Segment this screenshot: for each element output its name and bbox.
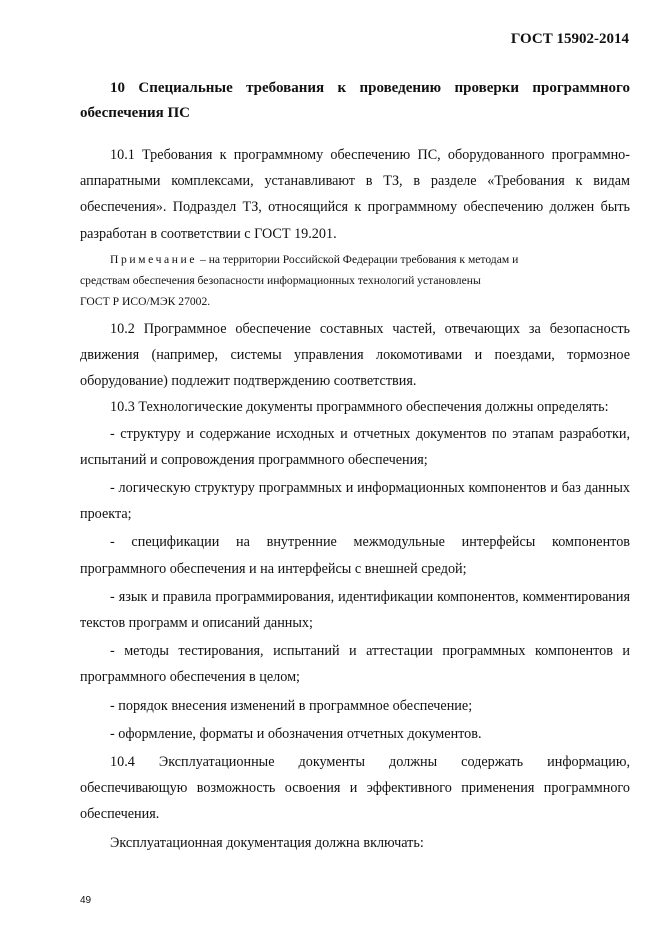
- standard-code-header: ГОСТ 15902-2014: [510, 31, 629, 47]
- list-item: - оформление, форматы и обозначения отчетных документов.: [110, 725, 482, 742]
- note-line-2: средствам обеспечения безопасности информационных технологий установлены: [80, 273, 481, 287]
- paragraph-10-2: 10.2 Программное обеспечение составных частей, отвечающих за безопасность движения (например, системы управления локомотивами и поездами, тормозное оборудование) подлежит подтверждению соответствия.: [80, 320, 630, 390]
- note-line-1-text: – на территории Российской Федерации требования к методам и: [197, 252, 519, 266]
- note-line-3: ГОСТ Р ИСО/МЭК 27002.: [80, 294, 211, 308]
- list-item: - структуру и содержание исходных и отчетных документов по этапам разработки, испытаний и сопровождения программного обеспечения;: [80, 425, 630, 468]
- note-label: Примечание: [110, 252, 198, 266]
- list-item: - логическую структуру программных и информационных компонентов и баз данных проекта;: [80, 480, 630, 523]
- page-content: [80, 76, 630, 856]
- list-item: - спецификации на внутренние межмодульные интерфейсы компонентов программного обеспечения и на интерфейсы с внешней средой;: [80, 534, 630, 577]
- list-item: - порядок внесения изменений в программное обеспечение;: [110, 697, 473, 714]
- note-line-1: [80, 249, 630, 270]
- list-item: - методы тестирования, испытаний и аттестации программных компонентов и программного обеспечения в целом;: [80, 643, 630, 686]
- paragraph-10-3: 10.3 Технологические документы программного обеспечения должны определять:: [110, 399, 609, 416]
- paragraph-operational-docs: Эксплуатационная документация должна включать:: [110, 834, 424, 851]
- list-item: - язык и правила программирования, идентификации компонентов, комментирования текстов программ и описаний данных;: [80, 588, 630, 632]
- paragraph-10-4: 10.4 Эксплуатационные документы должны содержать информацию, обеспечивающую возможность освоения и эффективного применения программного обеспечения.: [80, 754, 630, 823]
- page-number: 49: [80, 895, 92, 906]
- section-title: 10 Специальные требования к проведению проверки программного обеспечения ПС: [80, 80, 630, 121]
- paragraph-10-1: 10.1 Требования к программному обеспечению ПС, оборудованного программно-аппаратными комплексами, устанавливают в ТЗ, в разделе «Требования к видам обеспечения». Подраздел ТЗ, относящийся к программному обеспечению должен быть разработан в соответствии с ГОСТ 19.201.: [80, 147, 630, 242]
- note-block: [80, 249, 630, 312]
